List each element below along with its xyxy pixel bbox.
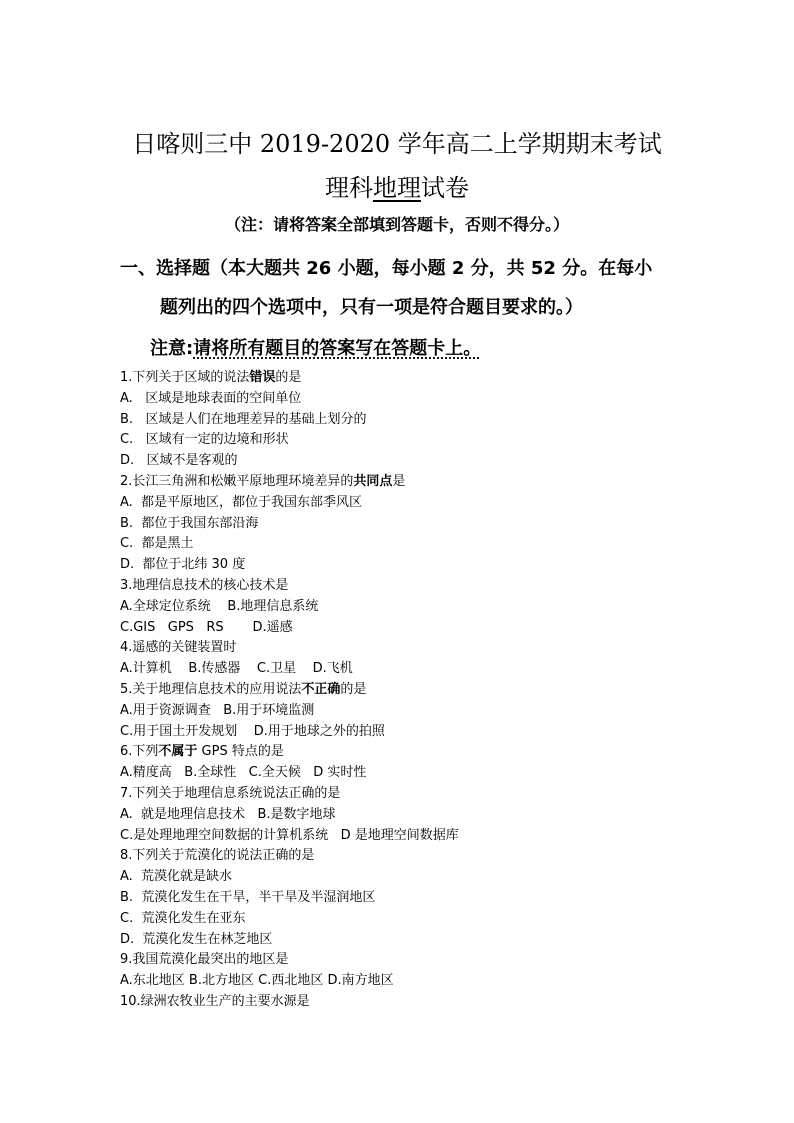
option-line: C.是处理地理空间数据的计算机系统 D 是地理空间数据库 bbox=[120, 827, 459, 843]
option-line: D. 都位于北纬 30 度 bbox=[120, 557, 246, 573]
option-line: A.东北地区 B.北方地区 C.西北地区 D.南方地区 bbox=[120, 973, 394, 989]
question-line: 4.遥感的关键装置时 bbox=[120, 640, 237, 656]
attention-line bbox=[150, 334, 481, 360]
subtitle-prefix: 理科 bbox=[325, 174, 373, 202]
question-line: 2.长江三角洲和松嫩平原地理环境差异的共同点是 bbox=[120, 473, 406, 489]
exam-note: （注：请将答案全部填到答题卡，否则不得分。） bbox=[224, 215, 569, 234]
question-line: 7.下列关于地理信息系统说法正确的是 bbox=[120, 785, 341, 801]
question-line: 6.下列不属于 GPS 特点的是 bbox=[120, 744, 284, 760]
question-line: 3.地理信息技术的核心技术是 bbox=[120, 577, 289, 593]
attention-text: 请将所有题目的答案写在答题卡上。 bbox=[193, 338, 482, 359]
question-line: 9.我国荒漠化最突出的地区是 bbox=[120, 952, 289, 968]
section-heading-line2: 题列出的四个选项中，只有一项是符合题目要求的。） bbox=[160, 297, 583, 318]
option-line: A.精度高 B.全球性 C.全天候 D 实时性 bbox=[120, 765, 367, 781]
option-line: C. 都是黑土 bbox=[120, 536, 194, 552]
option-line: D. 荒漠化发生在林芝地区 bbox=[120, 931, 273, 947]
option-line: B. 区域是人们在地理差异的基础上划分的 bbox=[120, 411, 367, 427]
subtitle-suffix: 试卷 bbox=[421, 174, 469, 202]
section-heading-line1: 一、选择题（本大题共 26 小题，每小题 2 分，共 52 分。在每小 bbox=[120, 258, 653, 279]
option-line: A.用于资源调查 B.用于环境监测 bbox=[120, 702, 315, 718]
exam-title: 日喀则三中 2019-2020 学年高二上学期期末考试 bbox=[132, 130, 662, 158]
option-line: D. 区域不是客观的 bbox=[120, 453, 238, 469]
option-line: A. 都是平原地区，都位于我国东部季风区 bbox=[120, 494, 363, 510]
question-line: 5.关于地理信息技术的应用说法不正确的是 bbox=[120, 681, 367, 697]
option-line: C. 荒漠化发生在亚东 bbox=[120, 910, 246, 926]
question-line: 8.下列关于荒漠化的说法正确的是 bbox=[120, 848, 315, 864]
option-line: C. 区域有一定的边境和形状 bbox=[120, 432, 289, 448]
option-line: A. 荒漠化就是缺水 bbox=[120, 869, 233, 885]
option-line: A. 区域是地球表面的空间单位 bbox=[120, 390, 302, 406]
question-line: 10.绿洲农牧业生产的主要水源是 bbox=[120, 993, 310, 1009]
attention-label: 注意: bbox=[150, 338, 194, 359]
option-line: C.GIS GPS RS D.遥感 bbox=[120, 619, 293, 635]
option-line: A.全球定位系统 B.地理信息系统 bbox=[120, 598, 319, 614]
question-line: 1.下列关于区域的说法错误的是 bbox=[120, 370, 302, 385]
option-line: A. 就是地理信息技术 B.是数字地球 bbox=[120, 806, 336, 822]
exam-subtitle bbox=[0, 168, 794, 203]
option-line: B. 都位于我国东部沿海 bbox=[120, 515, 259, 531]
question-list bbox=[120, 368, 700, 1013]
subtitle-subject: 地理 bbox=[373, 174, 421, 202]
option-line: A.计算机 B.传感器 C.卫星 D.飞机 bbox=[120, 661, 353, 677]
option-line: B. 荒漠化发生在干旱，半干旱及半湿润地区 bbox=[120, 889, 376, 905]
option-line: C.用于国土开发规划 D.用于地球之外的拍照 bbox=[120, 723, 385, 739]
